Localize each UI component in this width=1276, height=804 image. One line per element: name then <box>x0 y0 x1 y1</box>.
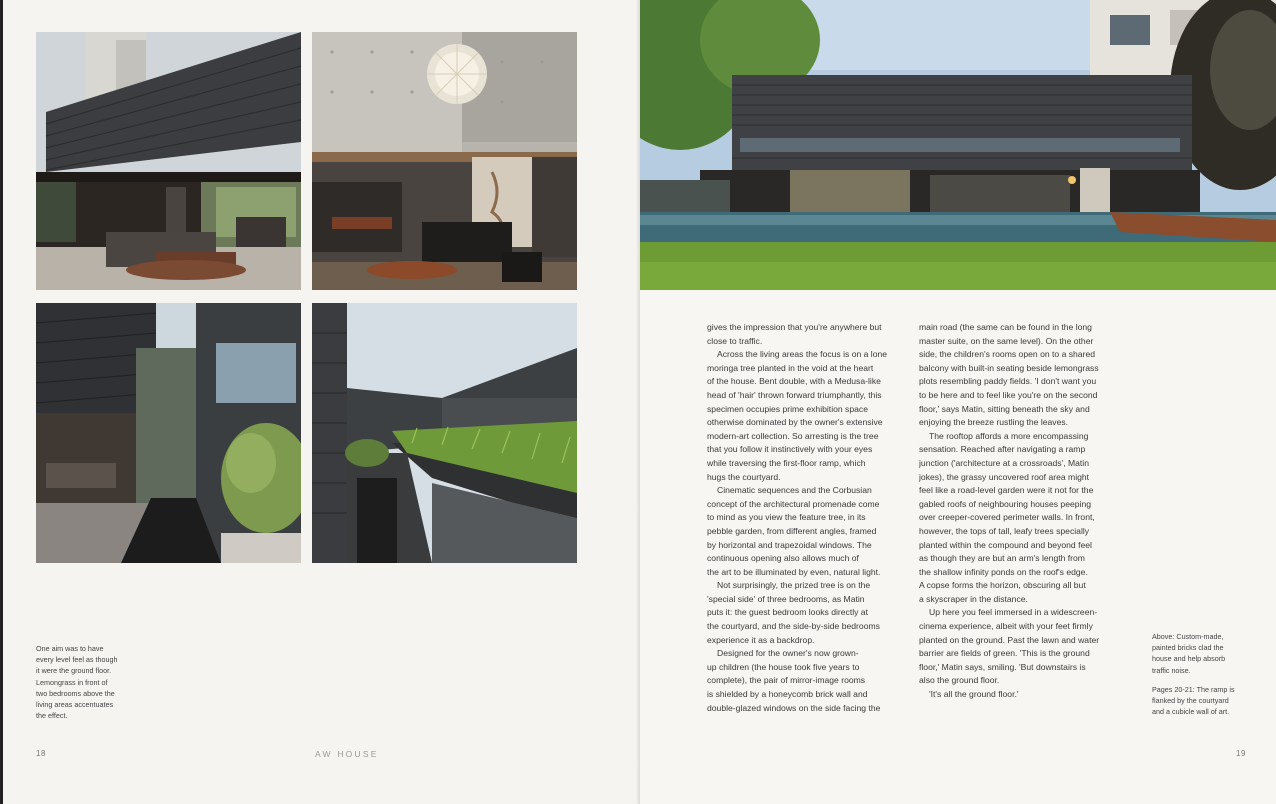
caption-line: the effect. <box>36 711 68 721</box>
text-line: enjoying the breeze rustling the leaves. <box>919 417 1069 428</box>
page-number: 18 <box>36 749 46 758</box>
page-number: 19 <box>1236 749 1246 758</box>
text-line: puts it: the guest bedroom looks directly at <box>707 607 868 618</box>
text-line: otherwise dominated by the owner's extensive <box>707 417 883 428</box>
text-line: that you follow it instinctively with your eyes <box>707 444 873 455</box>
caption-lines <box>36 643 146 721</box>
text-line: A copse forms the horizon, obscuring all but <box>919 580 1086 591</box>
text-line: however, the tops of tall, leafy trees specially <box>919 525 1090 536</box>
text-line: feel like a road-level garden were it not for the <box>919 485 1094 496</box>
text-line: side, the children's rooms open on to a shared <box>919 349 1096 360</box>
text-line: to be here and to feel like you're on the second <box>919 389 1098 400</box>
text-line: floor,' Matin says, smiling. 'But downstairs is <box>919 661 1086 672</box>
text-line: floor,' says Matin, sitting beneath the sky and <box>919 403 1090 414</box>
text-line: The rooftop affords a more encompassing <box>929 430 1089 441</box>
text-line: head of 'hair' thrown forward triumphantly, this <box>707 389 882 400</box>
caption-line: it were the ground floor. <box>36 666 112 676</box>
text-line: balcony with built-in seating beside lemongrass <box>919 362 1099 373</box>
text-line: moringa tree planted in the void at the heart <box>707 362 874 373</box>
caption-line: Above: Custom-made, <box>1152 632 1224 641</box>
paragraph <box>919 606 1131 688</box>
caption-line: and a cubicle wall of art. <box>1152 707 1230 717</box>
text-line: specimen occupies prime exhibition space <box>707 403 868 414</box>
caption-pages-20-21 <box>1152 684 1256 718</box>
body-column-1-text <box>707 321 913 715</box>
text-line: junction ('architecture at a crossroads', Matin <box>919 457 1089 468</box>
text-line: while traversing the first-floor ramp, which <box>707 457 866 468</box>
text-line: pebble garden, from different angles, framed <box>707 525 877 536</box>
paragraph <box>707 348 913 484</box>
text-line: jokes), the grassy uncovered roof area might <box>919 471 1090 482</box>
text-line: concept of the architectural promenade come <box>707 498 880 509</box>
paragraph <box>707 579 913 647</box>
caption-above <box>1152 631 1256 676</box>
photo-courtyard-living-room <box>36 32 301 290</box>
paragraph <box>919 321 1131 430</box>
text-line: the courtyard, and the side-by-side bedrooms <box>707 621 880 632</box>
photo-house-exterior <box>640 0 1276 290</box>
text-line: as though they are but an arm's length from <box>919 553 1085 564</box>
text-line: barrier are fields of green. 'This is the ground <box>919 648 1090 659</box>
text-line: a skyscraper in the distance. <box>919 593 1028 604</box>
caption-line: One aim was to have <box>36 644 104 653</box>
caption-line: Pages 20-21: The ramp is <box>1152 684 1235 694</box>
paragraph <box>707 484 913 579</box>
text-line: plots resembling paddy fields. 'I don't want you <box>919 376 1097 387</box>
text-line: Cinematic sequences and the Corbusian <box>717 485 872 496</box>
caption-line: every level feel as though <box>36 655 118 665</box>
caption-line: living areas accentuates <box>36 700 114 710</box>
caption-line: flanked by the courtyard <box>1152 696 1229 706</box>
text-line: Not surprisingly, the prized tree is on the <box>717 580 871 591</box>
right-page <box>640 0 1276 804</box>
photo-rooftop-lemongrass <box>312 303 577 563</box>
caption-line: traffic noise. <box>1152 665 1191 675</box>
text-line: of the house. Bent double, with a Medusa-like <box>707 376 881 387</box>
running-head: AW HOUSE <box>315 749 379 759</box>
text-line: to mind as you view the feature tree, in its <box>707 512 866 523</box>
text-line: gabled roofs of neighbouring houses peeping <box>919 498 1092 509</box>
caption-line: two bedrooms above the <box>36 688 115 698</box>
body-column-2-text <box>919 321 1131 702</box>
paragraph <box>707 647 913 715</box>
paragraph <box>707 321 913 348</box>
text-line: close to traffic. <box>707 335 763 346</box>
body-column-1 <box>707 321 913 715</box>
text-line: also the ground floor. <box>919 675 1000 686</box>
text-line: over creeper-covered perimeter walls. In front, <box>919 512 1095 523</box>
text-line: planted on the ground. Past the lawn and water <box>919 634 1100 645</box>
text-line: hugs the courtyard. <box>707 471 781 482</box>
text-line: is shielded by a honeycomb brick wall and <box>707 689 868 700</box>
paragraph <box>919 688 1131 702</box>
text-line: experience it as a backdrop. <box>707 634 815 645</box>
text-line: continuous opening also allows much of <box>707 553 859 564</box>
text-line: by horizontal and trapezoidal windows. The <box>707 539 872 550</box>
text-line: 'It's all the ground floor.' <box>929 689 1019 700</box>
text-line: up children (the house took five years to <box>707 661 860 672</box>
text-line: gives the impression that you're anywhere but <box>707 322 882 332</box>
right-caption <box>1152 631 1256 725</box>
text-line: 'special side' of three bedrooms, as Matin <box>707 593 865 604</box>
text-line: complete), the pair of mirror-image rooms <box>707 675 866 686</box>
paragraph <box>919 430 1131 607</box>
text-line: main road (the same can be found in the long <box>919 322 1092 332</box>
text-line: double-glazed windows on the side facing the <box>707 702 881 713</box>
text-line: Across the living areas the focus is on a lone <box>717 349 888 360</box>
caption-line: Lemongrass in front of <box>36 677 108 687</box>
text-line: Up here you feel immersed in a widescreen- <box>929 607 1098 618</box>
text-line: sensation. Reached after navigating a ramp <box>919 444 1086 455</box>
caption-line: painted bricks clad the <box>1152 643 1224 653</box>
body-column-2 <box>919 321 1131 702</box>
text-line: the art to be illuminated by even, natural light. <box>707 566 881 577</box>
text-line: Designed for the owner's now grown- <box>717 648 859 659</box>
text-line: cinema experience, albeit with your feet firmly <box>919 621 1093 632</box>
text-line: the shallow infinity ponds on the roof's edge. <box>919 566 1088 577</box>
text-line: planted within the compound and beyond feel <box>919 539 1092 550</box>
photo-double-height-lounge <box>312 32 577 290</box>
left-caption <box>36 643 146 721</box>
text-line: modern-art collection. So arresting is the tree <box>707 430 879 441</box>
caption-line: house and help absorb <box>1152 654 1226 664</box>
text-line: master suite, on the same level). On the other <box>919 335 1094 346</box>
photo-courtyard-walkway <box>36 303 301 563</box>
